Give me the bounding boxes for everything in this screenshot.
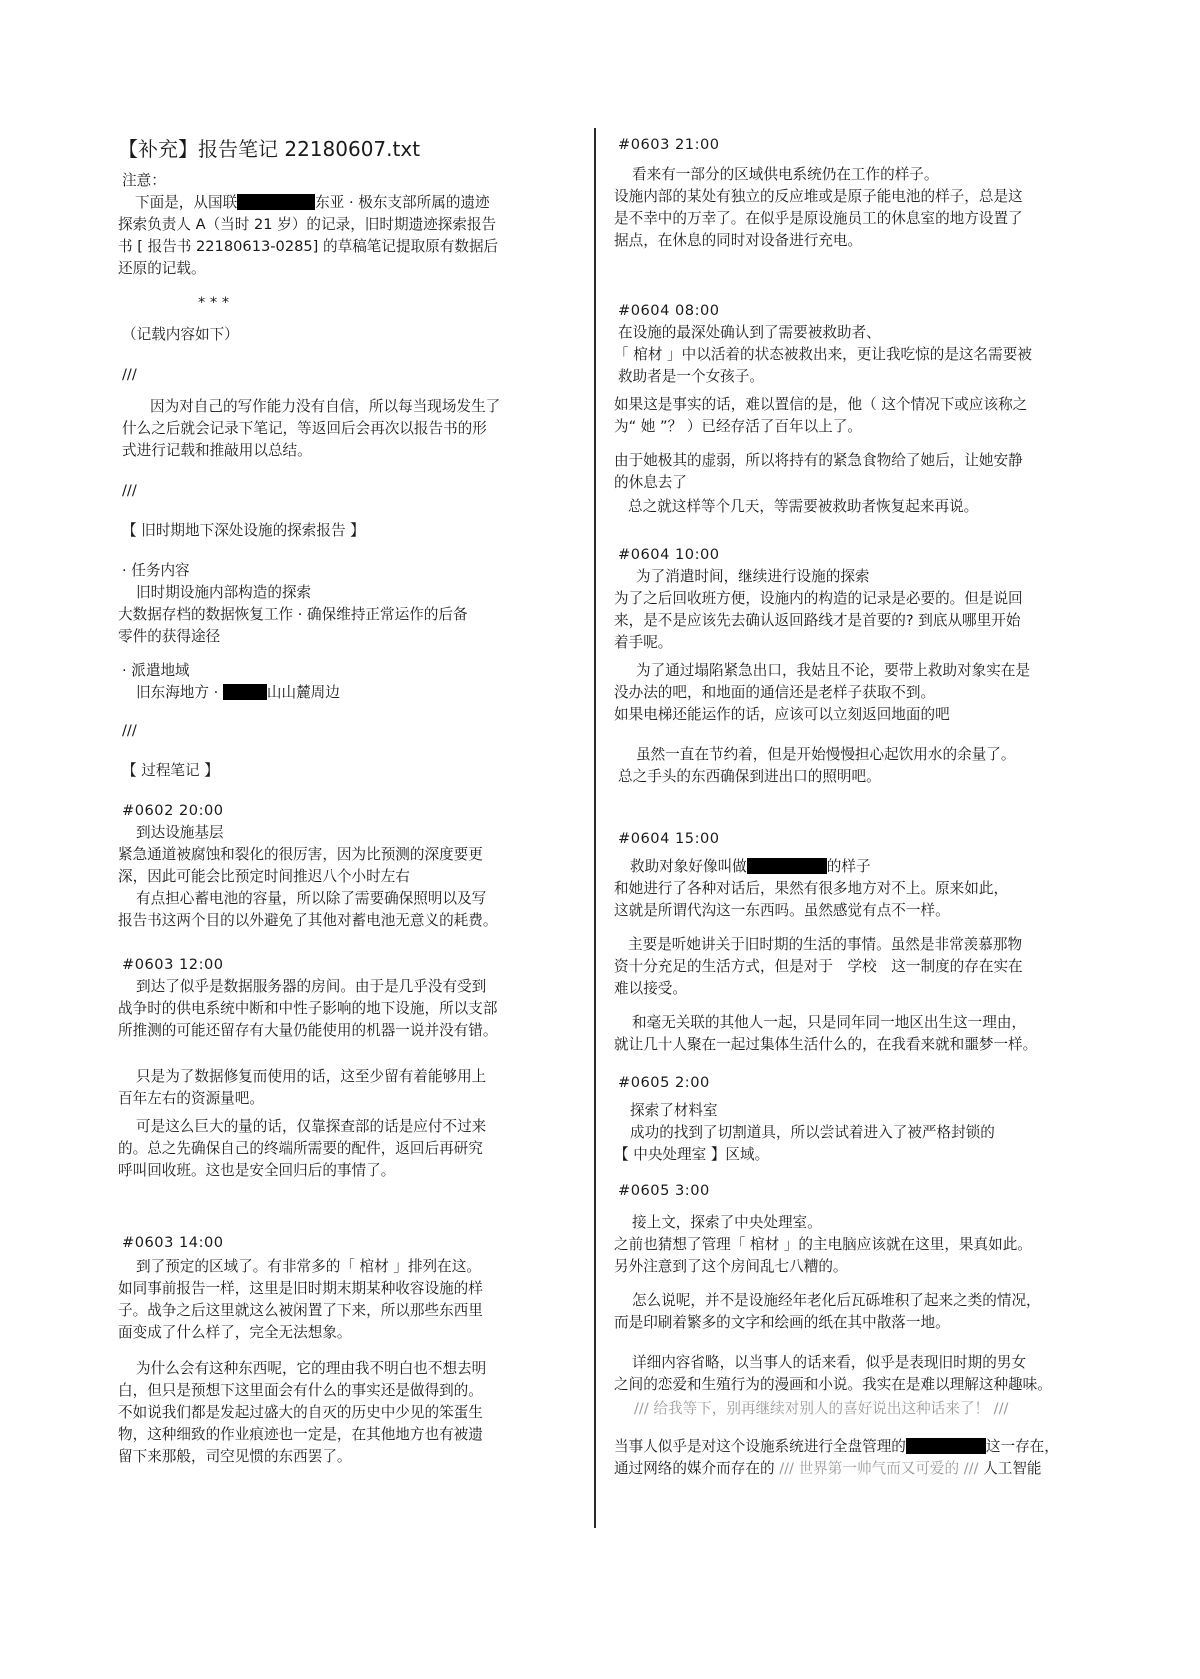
- separator-mark: ///: [122, 722, 137, 739]
- entry-line: 主要是听她讲关于旧时期的生活的事情。虽然是非常羡慕那物: [628, 936, 1023, 953]
- redaction-bar: [223, 684, 267, 700]
- entry-line: 如果这是事实的话，难以置信的是，他（ 这个情况下或应该称之: [614, 396, 1028, 413]
- entry-timestamp: #0604 08:00: [618, 302, 720, 319]
- entry-line: 所推测的可能还留存有大量仍能使用的机器一说并没有错。: [118, 1022, 498, 1039]
- entry-line: 由于她极其的虚弱，所以将持有的紧急食物给了她后，让她安静: [614, 452, 1023, 469]
- entry-line: 可是这么巨大的量的话，仅靠探查部的话是应付不过来: [136, 1118, 487, 1135]
- entry-line: 子。战争之后这里就这么被闲置了下来，所以那些东西里: [118, 1302, 483, 1319]
- area-text: 山山麓周边: [266, 684, 340, 701]
- entry-timestamp: #0605 2:00: [618, 1074, 710, 1091]
- task-item: 旧时期设施内部构造的探索: [136, 584, 312, 601]
- entry-text: 这一存在，: [985, 1438, 1059, 1455]
- separator-mark: ///: [122, 366, 137, 383]
- entry-line: 为“ 她 ”？ ）已经存活了百年以上了。: [614, 418, 862, 435]
- entry-line: 物，这种细致的作业痕迹也一定是，在其他地方也有被遗: [118, 1426, 483, 1443]
- entry-line: 和她进行了各种对话后，果然有很多地方对不上。原来如此，: [614, 880, 1009, 897]
- entry-line: 战争时的供电系统中断和中性子影响的地下设施，所以支部: [118, 1000, 498, 1017]
- entry-line: 呼叫回收班。这也是安全回归后的事情了。: [118, 1162, 396, 1179]
- entry-line: [614, 1458, 1042, 1480]
- content-follows-note: （记载内容如下）: [122, 326, 239, 343]
- entry-line: 的休息去了: [614, 474, 687, 491]
- process-heading: 【 过程笔记 】: [122, 762, 219, 779]
- entry-line: 到了预定的区域了。有非常多的「 棺材 」排列在这。: [136, 1258, 481, 1275]
- entry-timestamp: #0603 21:00: [618, 136, 720, 153]
- entry-line: 如果电梯还能运作的话，应该可以立刻返回地面的吧: [614, 706, 950, 723]
- entry-line: 资十分充足的生活方式，但是对于 学校 这一制度的存在实在: [614, 958, 1023, 975]
- entry-line: 设施内部的某处有独立的反应堆或是原子能电池的样子，总是这: [614, 188, 1023, 205]
- entry-line: 面变成了什么样了，完全无法想象。: [118, 1324, 352, 1341]
- intro-line: [135, 192, 490, 214]
- entry-timestamp: #0604 10:00: [618, 546, 720, 563]
- entry-line: 为了通过塌陷紧急出口，我姑且不论，要带上救助对象实在是: [636, 662, 1031, 679]
- entry-text: 救助对象好像叫做: [630, 858, 747, 875]
- intro-text: 下面是，从国联: [135, 194, 238, 211]
- entry-line: 白，但只是预想下这里面会有什么的事实还是做得到的。: [118, 1382, 483, 1399]
- area-item: [136, 682, 340, 704]
- task-item: 零件的获得途径: [118, 628, 221, 645]
- section-stars: * * *: [198, 294, 230, 311]
- entry-line: 【 中央处理室 】区域。: [614, 1146, 770, 1163]
- entry-line: 到达了似乎是数据服务器的房间。由于是几乎没有受到: [136, 978, 487, 995]
- entry-line: 没办法的吧，和地面的通信还是老样子获取不到。: [614, 684, 936, 701]
- entry-timestamp: #0604 15:00: [618, 830, 720, 847]
- report-heading: 【 旧时期地下深处设施的探索报告 】: [122, 522, 365, 539]
- entry-line: 百年左右的资源量吧。: [118, 1090, 264, 1107]
- entry-line: 只是为了数据修复而使用的话，这至少留有着能够用上: [136, 1068, 487, 1085]
- column-divider: [594, 128, 596, 1528]
- redaction-bar: [237, 194, 315, 210]
- entry-line: 据点，在休息的同时对设备进行充电。: [614, 232, 863, 249]
- entry-line: 报告书这两个目的以外避免了其他对蓄电池无意义的耗费。: [118, 912, 498, 929]
- aside-comment: /// 世界第一帅气而又可爱的 ///: [779, 1460, 979, 1477]
- entry-line: 「 棺材 」中以活着的状态被救出来，更让我吃惊的是这名需要被: [614, 346, 1032, 363]
- entry-line: 和毫无关联的其他人一起，只是同年同一地区出生这一理由，: [632, 1014, 1027, 1031]
- entry-line: 在设施的最深处确认到了需要被救助者、: [618, 324, 881, 341]
- entry-line: 着手呢。: [614, 634, 673, 651]
- entry-line: 如同事前报告一样，这里是旧时期末期某种收容设施的样: [118, 1280, 483, 1297]
- entry-timestamp: #0605 3:00: [618, 1182, 710, 1199]
- entry-line: 接上文，探索了中央处理室。: [632, 1214, 822, 1231]
- entry-line: 看来有一部分的区域供电系统仍在工作的样子。: [632, 166, 939, 183]
- entry-line: [630, 856, 871, 878]
- redaction-bar: [747, 858, 827, 874]
- entry-line: 来，是不是应该先去确认返回路线才是首要的? 到底从哪里开始: [614, 612, 1021, 629]
- entry-line: 成功的找到了切割道具，所以尝试着进入了被严格封锁的: [630, 1124, 995, 1141]
- entry-line: 为了消遣时间，继续进行设施的探索: [636, 568, 870, 585]
- entry-line: 紧急通道被腐蚀和裂化的很厉害，因为比预测的深度要更: [118, 846, 483, 863]
- entry-line: 之间的恋爱和生殖行为的漫画和小说。我实在是难以理解这种趣味。: [614, 1376, 1052, 1393]
- entry-timestamp: #0603 14:00: [122, 1234, 224, 1251]
- entry-text: 当事人似乎是对这个设施系统进行全盘管理的: [614, 1438, 906, 1455]
- entry-timestamp: #0603 12:00: [122, 956, 224, 973]
- entry-line: 的。总之先确保自己的终端所需要的配件，返回后再研究: [118, 1140, 483, 1157]
- entry-line: 留下来那般，司空见惯的东西罢了。: [118, 1448, 352, 1465]
- document-title: 【补充】报告笔记 22180607.txt: [118, 137, 421, 161]
- intro-line: 书 [ 报告书 22180613-0285] 的草稿笔记提取原有数据后: [118, 238, 499, 255]
- separator-mark: ///: [122, 482, 137, 499]
- entry-line: 这就是所谓代沟这一东西吗。虽然感觉有点不一样。: [614, 902, 950, 919]
- intro-text: 东亚 · 极东支部所属的遗迹: [315, 194, 490, 211]
- entry-line: 是不幸中的万幸了。在似乎是原设施员工的休息室的地方设置了: [614, 210, 1023, 227]
- entry-line: 怎么说呢，并不是设施经年老化后瓦砾堆积了起来之类的情况，: [632, 1292, 1041, 1309]
- entry-line: 不如说我们都是发起过盛大的自灭的历史中少见的笨蛋生: [118, 1404, 483, 1421]
- entry-text: 的样子: [826, 858, 871, 875]
- preface-line: 因为对自己的写作能力没有自信，所以每当现场发生了: [150, 398, 501, 415]
- entry-line: 救助者是一个女孩子。: [618, 368, 764, 385]
- entry-line: 到达设施基层: [136, 824, 224, 841]
- entry-line: 之前也猜想了管理「 棺材 」的主电脑应该就在这里，果真如此。: [614, 1236, 1032, 1253]
- entry-line: 总之手头的东西确保到进出口的照明吧。: [618, 768, 881, 785]
- entry-line: 深，因此可能会比预定时间推迟八个小时左右: [118, 868, 410, 885]
- entry-line: 为了之后回收班方便，设施内的构造的记录是必要的。但是说回: [614, 590, 1023, 607]
- entry-line: 详细内容省略，以当事人的话来看，似乎是表现旧时期的男女: [632, 1354, 1027, 1371]
- aside-comment: /// 给我等下，别再继续对别人的喜好说出这种话来了！ ///: [634, 1400, 1009, 1417]
- task-item: 大数据存档的数据恢复工作 · 确保维持正常运作的后备: [118, 606, 468, 623]
- entry-line: 难以接受。: [614, 980, 687, 997]
- entry-line: 另外注意到了这个房间乱七八糟的。: [614, 1258, 848, 1275]
- area-label: · 派遣地域: [122, 662, 190, 679]
- preface-line: 式进行记载和推敲用以总结。: [122, 442, 312, 459]
- intro-line: 探索负责人 A（当时 21 岁）的记录，旧时期遗迹探索报告: [118, 216, 497, 233]
- entry-line: 而是印刷着繁多的文字和绘画的纸在其中散落一地。: [614, 1314, 950, 1331]
- entry-line: 为什么会有这种东西呢，它的理由我不明白也不想去明: [136, 1360, 487, 1377]
- entry-line: 探索了材料室: [630, 1102, 718, 1119]
- entry-timestamp: #0602 20:00: [122, 802, 224, 819]
- intro-line: 还原的记载。: [118, 260, 206, 277]
- area-text: 旧东海地方 ·: [136, 684, 219, 701]
- entry-line: 就让几十人聚在一起过集体生活什么的，在我看来就和噩梦一样。: [614, 1036, 1038, 1053]
- entry-text: 通过网络的媒介而存在的: [614, 1460, 775, 1477]
- entry-text: 人工智能: [983, 1460, 1042, 1477]
- entry-line: 总之就这样等个几天，等需要被救助者恢复起来再说。: [628, 498, 979, 515]
- entry-line: [614, 1436, 1059, 1458]
- redaction-bar: [906, 1438, 986, 1454]
- preface-line: 什么之后就会记录下笔记，等返回后会再次以报告书的形: [122, 420, 487, 437]
- entry-line: 有点担心蓄电池的容量，所以除了需要确保照明以及写: [136, 890, 487, 907]
- task-label: · 任务内容: [122, 562, 190, 579]
- note-label: 注意：: [122, 172, 166, 189]
- entry-line: 虽然一直在节约着，但是开始慢慢担心起饮用水的余量了。: [636, 746, 1016, 763]
